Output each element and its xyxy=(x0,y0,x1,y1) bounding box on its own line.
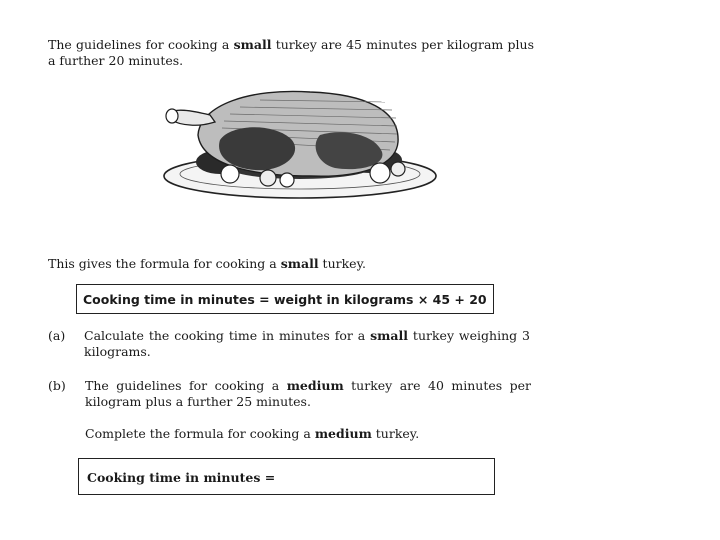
part-b-instruction: Complete the formula for cooking a medium turkey. xyxy=(85,426,420,441)
formula-box xyxy=(76,284,494,314)
part-b-label: (b) xyxy=(48,378,66,393)
part-a-label: (a) xyxy=(48,328,66,343)
answer-label: Cooking time in minutes = xyxy=(87,470,276,485)
intro-text: The guidelines for cooking a small turkey are 45 minutes per kilogram plus a further 20 minutes. xyxy=(48,37,534,68)
formula-text: Cooking time in minutes = weight in kilograms × 45 + 20 xyxy=(83,292,487,307)
formula-intro-text: This gives the formula for cooking a small turkey. xyxy=(48,256,366,271)
answer-box[interactable] xyxy=(78,458,495,495)
part-a-question: Calculate the cooking time in minutes for a small turkey weighing 3 kilograms. xyxy=(84,328,531,359)
roast-turkey-illustration xyxy=(160,80,450,205)
part-b-question: The guidelines for cooking a medium turkey are 40 minutes per kilogram plus a further 25 minutes. xyxy=(85,378,532,409)
